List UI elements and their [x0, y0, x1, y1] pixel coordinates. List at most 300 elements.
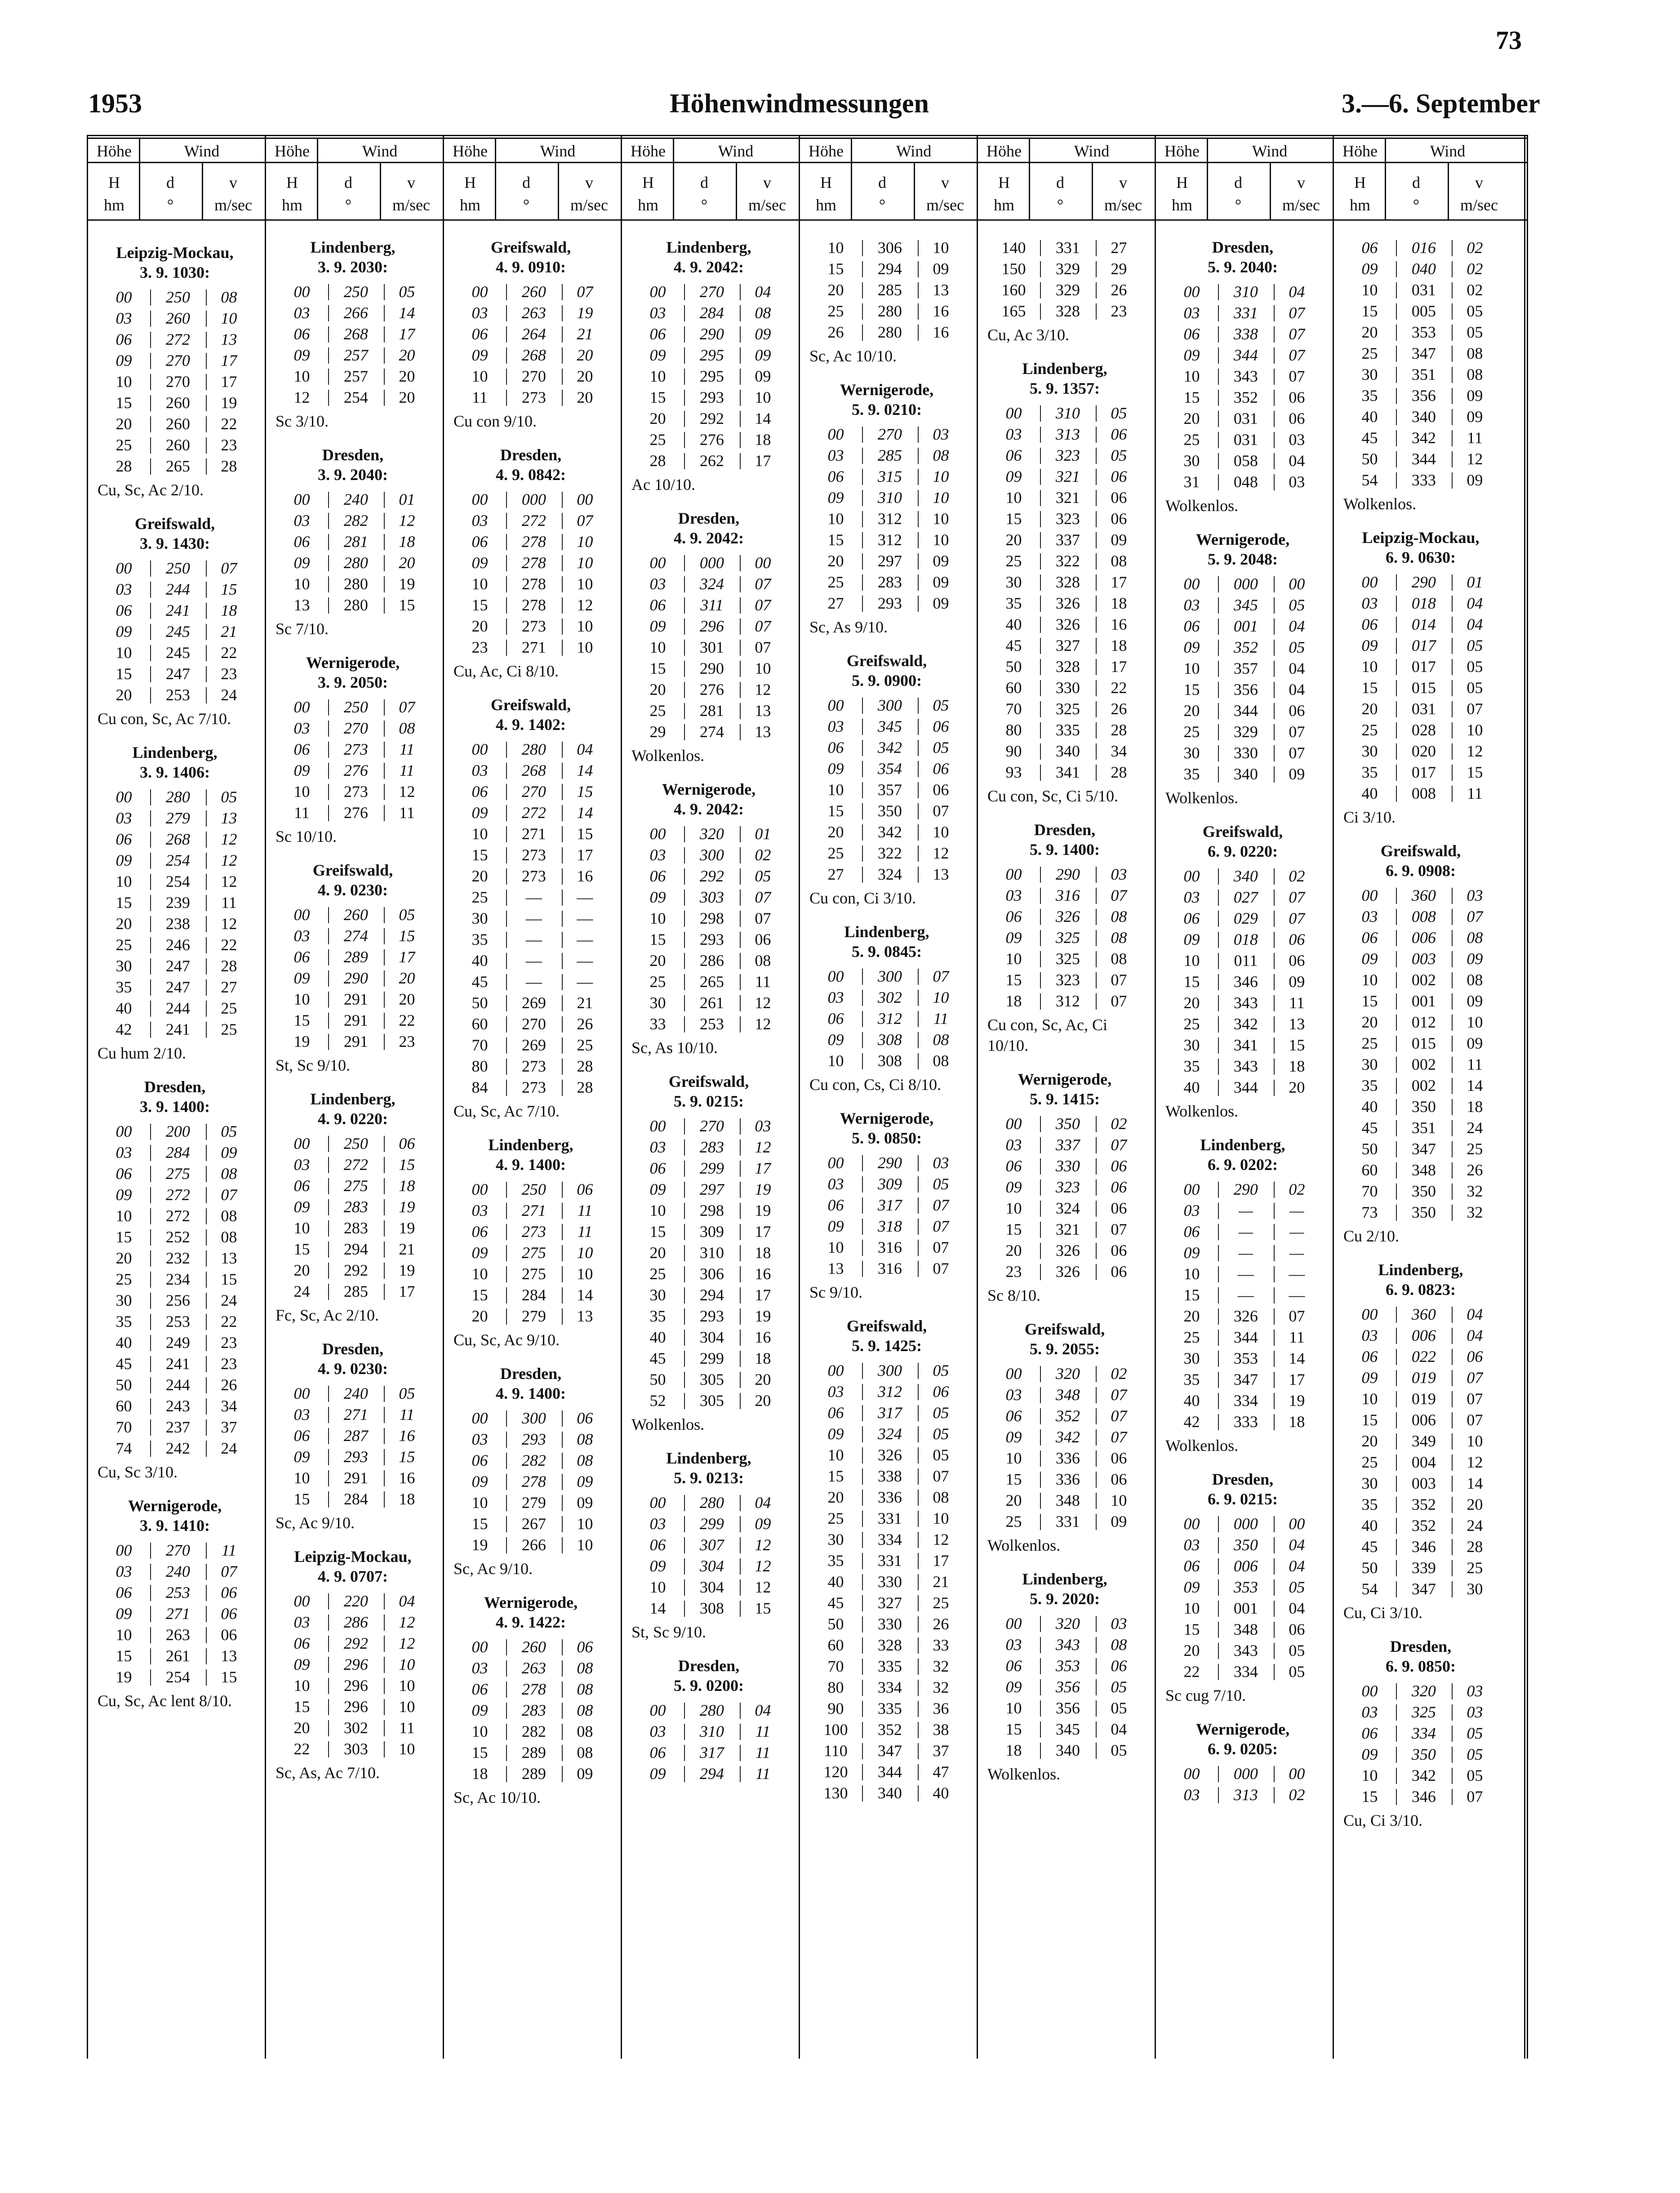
height-value: 06	[1005, 907, 1022, 925]
speed-value: 05	[1467, 679, 1483, 697]
table-row	[453, 1637, 608, 1658]
speed-value: 15	[1467, 763, 1483, 781]
direction-value: 329	[1055, 281, 1080, 299]
block-spacer	[987, 1784, 1142, 1798]
direction-value: 347	[1411, 1580, 1436, 1598]
cell-separator	[1396, 888, 1397, 904]
direction-value: 338	[877, 1467, 902, 1485]
cell-separator	[1040, 1137, 1041, 1153]
table-row	[987, 445, 1142, 466]
cell-separator	[1452, 367, 1453, 383]
cell-separator	[150, 1229, 151, 1246]
direction-value: 293	[877, 594, 902, 612]
speed-value: 12	[933, 1530, 949, 1548]
cell-separator	[206, 1250, 207, 1267]
cell-separator	[1218, 347, 1219, 364]
direction-value: 003	[1411, 950, 1436, 968]
direction-value: 247	[165, 957, 190, 975]
col-header-degree: °	[701, 196, 708, 214]
table-row	[1343, 1515, 1498, 1536]
station-date-time: 4. 9. 1400:	[496, 1384, 566, 1402]
col-header-hm: hm	[459, 196, 480, 214]
direction-value: 296	[343, 1698, 368, 1716]
direction-value: 272	[521, 804, 546, 822]
cell-separator	[684, 453, 685, 469]
cell-separator	[206, 832, 207, 848]
cell-separator	[1218, 932, 1219, 948]
table-row	[1343, 1786, 1498, 1807]
measurement-block	[631, 1072, 786, 1448]
cell-separator	[384, 992, 385, 1008]
height-value: 25	[1005, 1512, 1022, 1530]
direction-value: 308	[699, 1599, 724, 1617]
cell-separator	[506, 826, 507, 842]
cell-separator	[1274, 890, 1275, 906]
height-value: 09	[649, 346, 666, 364]
cell-separator	[384, 1615, 385, 1631]
cell-separator	[684, 1266, 685, 1282]
table-row	[1165, 1200, 1320, 1221]
direction-value: 271	[165, 1605, 190, 1623]
direction-value: 342	[1233, 1015, 1258, 1033]
direction-value: 317	[877, 1196, 902, 1214]
station-name: Lindenberg,	[666, 1449, 751, 1467]
height-value: 15	[649, 388, 666, 406]
cell-separator	[384, 742, 385, 758]
cell-separator	[1218, 1203, 1219, 1219]
direction-value: 278	[521, 575, 546, 593]
direction-value: 350	[1233, 1536, 1258, 1554]
height-value: 09	[649, 617, 666, 635]
cell-separator	[1218, 974, 1219, 990]
direction-value: —	[1238, 1201, 1253, 1219]
cell-separator	[1096, 1472, 1097, 1488]
table-row	[1343, 1012, 1498, 1033]
height-value: 10	[649, 638, 666, 656]
cell-separator	[562, 1287, 563, 1303]
height-value: 25	[116, 436, 132, 454]
height-value: 10	[1361, 658, 1378, 676]
cell-separator	[918, 261, 919, 277]
cell-separator	[684, 347, 685, 364]
height-value: 15	[1005, 510, 1022, 528]
cell-separator	[1040, 701, 1041, 717]
cell-separator	[862, 1743, 863, 1759]
speed-value: 03	[1467, 1682, 1483, 1700]
station-name: Dresden,	[500, 446, 562, 464]
table-row	[1165, 1535, 1320, 1556]
cell-separator	[1040, 1679, 1041, 1695]
speed-value: 09	[1467, 950, 1483, 968]
cell-separator	[740, 555, 741, 571]
col-header-d: d	[700, 173, 708, 191]
cell-separator	[506, 513, 507, 529]
block-spacer	[453, 1808, 608, 1821]
speed-value: 14	[577, 761, 593, 779]
height-value: 20	[649, 409, 666, 427]
height-value: 00	[1005, 1115, 1022, 1133]
direction-value: 269	[521, 994, 546, 1012]
direction-value: 279	[165, 809, 190, 827]
cell-separator	[384, 1678, 385, 1694]
table-row	[809, 1592, 964, 1614]
table-row	[1165, 1784, 1320, 1806]
direction-value: 257	[343, 367, 368, 385]
table-row	[98, 350, 252, 371]
table-row	[453, 1221, 608, 1242]
cell-separator	[328, 1615, 329, 1631]
measurement-block	[987, 1319, 1142, 1569]
cell-separator	[1396, 409, 1397, 425]
direction-value: 327	[877, 1594, 902, 1612]
direction-value: 040	[1411, 260, 1436, 278]
cell-separator	[328, 1136, 329, 1152]
height-value: 00	[1005, 1365, 1022, 1383]
measurement-block	[453, 445, 608, 695]
cell-separator	[206, 395, 207, 411]
cell-separator	[918, 1722, 919, 1738]
speed-value: 03	[1111, 1615, 1127, 1633]
cell-separator	[1274, 868, 1275, 885]
cell-separator	[206, 1543, 207, 1559]
direction-value: 015	[1411, 679, 1436, 697]
cell-separator	[1218, 1080, 1219, 1096]
block-spacer	[987, 1556, 1142, 1569]
speed-value: 00	[577, 490, 593, 508]
cell-separator	[918, 1490, 919, 1506]
cell-separator	[1096, 1700, 1097, 1717]
cell-separator	[506, 284, 507, 300]
cell-separator	[1452, 346, 1453, 362]
cell-separator	[740, 347, 741, 364]
cell-separator	[1096, 261, 1097, 277]
cloud-note: Wolkenlos.	[987, 1536, 1061, 1554]
height-value: 10	[1005, 1199, 1022, 1217]
height-value: 06	[1005, 446, 1022, 464]
speed-value: 07	[755, 575, 771, 593]
table-row	[1165, 1077, 1320, 1098]
speed-value: —	[577, 973, 593, 991]
direction-value: 015	[1411, 1034, 1436, 1052]
table-row	[1343, 635, 1498, 656]
direction-value: 029	[1233, 909, 1258, 927]
speed-value: 13	[1289, 1015, 1305, 1033]
height-value: 165	[1001, 302, 1026, 320]
table-row	[631, 1221, 786, 1242]
table-row	[631, 450, 786, 472]
direction-value: 286	[699, 952, 724, 970]
table-row	[987, 529, 1142, 551]
cell-separator	[1096, 1387, 1097, 1403]
direction-value: 321	[1055, 1220, 1080, 1238]
speed-value: 06	[1111, 1470, 1127, 1488]
height-value: 30	[827, 1530, 844, 1548]
direction-value: 325	[1055, 929, 1080, 947]
direction-value: 346	[1411, 1538, 1436, 1556]
height-value: 28	[649, 452, 666, 470]
cell-separator	[506, 974, 507, 990]
table-row	[1165, 1369, 1320, 1390]
height-value: 30	[649, 1286, 666, 1304]
cell-separator	[684, 576, 685, 592]
table-row	[453, 489, 608, 510]
cell-separator	[562, 1203, 563, 1219]
cell-separator	[328, 992, 329, 1008]
table-row	[809, 508, 964, 529]
cell-separator	[1096, 1222, 1097, 1238]
cell-separator	[328, 721, 329, 737]
cloud-note: Sc 10/10.	[276, 827, 337, 845]
cell-separator	[206, 1229, 207, 1246]
speed-value: 16	[1111, 615, 1127, 633]
cell-separator	[150, 832, 151, 848]
cell-separator	[506, 1410, 507, 1427]
direction-value: 292	[343, 1634, 368, 1652]
direction-value: 240	[343, 1384, 368, 1402]
direction-value: 294	[699, 1765, 724, 1783]
direction-value: 303	[699, 888, 724, 906]
station-date-time: 5. 9. 0900:	[852, 672, 922, 689]
direction-value: 270	[165, 1541, 190, 1559]
measurement-block	[1165, 1135, 1320, 1469]
cell-separator	[1096, 511, 1097, 527]
table-row	[1165, 472, 1320, 493]
cell-separator	[1218, 1414, 1219, 1430]
speed-value: 22	[1111, 679, 1127, 697]
direction-value: 320	[1411, 1682, 1436, 1700]
height-value: 10	[649, 1578, 666, 1596]
cloud-note: Wolkenlos.	[1165, 497, 1239, 515]
table-row	[276, 366, 430, 387]
table-row	[809, 280, 964, 301]
height-value: 80	[1005, 721, 1022, 739]
speed-value: 17	[399, 948, 415, 966]
table-row	[809, 758, 964, 779]
block-spacer	[1165, 1456, 1320, 1469]
height-value: 45	[1361, 1538, 1378, 1556]
table-row	[631, 637, 786, 658]
height-value: 09	[649, 888, 666, 906]
column-divider	[1155, 135, 1156, 2059]
cell-separator	[1452, 303, 1453, 320]
table-row	[1343, 1325, 1498, 1346]
speed-value: 25	[933, 1594, 949, 1612]
height-value: 09	[293, 554, 310, 572]
height-value: 20	[116, 415, 132, 433]
measurement-block	[987, 1569, 1142, 1798]
table-row	[98, 1375, 252, 1396]
height-value: 60	[471, 1015, 488, 1033]
table-row	[1165, 1598, 1320, 1619]
height-value: 15	[293, 1011, 310, 1029]
height-value: 03	[471, 304, 488, 322]
table-row	[631, 971, 786, 992]
station-date-time: 5. 9. 0200:	[674, 1677, 744, 1695]
direction-value: 348	[1233, 1620, 1258, 1638]
cell-separator	[506, 390, 507, 406]
speed-value: 12	[399, 512, 415, 529]
table-row	[1343, 427, 1498, 449]
cell-separator	[384, 1720, 385, 1736]
direction-value: 271	[521, 638, 546, 656]
cloud-note: Cu con, Sc, Ac 7/10.	[98, 710, 231, 728]
speed-value: 05	[1467, 1745, 1483, 1763]
speed-value: 12	[399, 1613, 415, 1631]
speed-value: 11	[755, 1722, 771, 1740]
height-value: 10	[1361, 1390, 1378, 1408]
table-row	[453, 1471, 608, 1492]
direction-value: 282	[343, 512, 368, 529]
table-row	[987, 593, 1142, 614]
table-row	[631, 1014, 786, 1035]
cell-separator	[740, 1745, 741, 1761]
speed-value: 10	[755, 388, 771, 406]
cell-separator	[918, 824, 919, 841]
station-name: Dresden,	[1034, 821, 1096, 839]
col-header-hoehe: Höhe	[809, 142, 844, 160]
cell-separator	[562, 576, 563, 592]
cell-separator	[384, 326, 385, 343]
cell-separator	[562, 911, 563, 927]
cell-separator	[1096, 701, 1097, 717]
speed-value: 18	[399, 1177, 415, 1195]
direction-value: 345	[877, 717, 902, 735]
speed-value: 22	[221, 936, 237, 954]
cell-separator	[862, 1032, 863, 1048]
station-date-time: 6. 9. 0205:	[1208, 1740, 1278, 1758]
direction-value: 335	[1055, 721, 1080, 739]
direction-value: 265	[699, 973, 724, 991]
cell-separator	[328, 284, 329, 300]
cell-separator	[1040, 1493, 1041, 1509]
cell-separator	[1396, 1412, 1397, 1428]
col-header-hm: hm	[103, 196, 124, 214]
cell-separator	[1040, 1158, 1041, 1174]
speed-value: 06	[1111, 1178, 1127, 1196]
height-value: 00	[116, 788, 132, 806]
cell-separator	[1452, 638, 1453, 654]
col-header-v: v	[229, 173, 237, 191]
table-row	[276, 1717, 430, 1739]
direction-value: 327	[1055, 636, 1080, 654]
direction-value: 000	[1233, 1515, 1258, 1533]
speed-value: 23	[221, 1355, 237, 1373]
cell-separator	[1396, 1497, 1397, 1513]
speed-value: 06	[577, 1638, 593, 1656]
height-value: 10	[1005, 1699, 1022, 1717]
col-header-hm: hm	[815, 196, 836, 214]
table-row	[987, 1677, 1142, 1698]
speed-value: 21	[399, 1240, 415, 1258]
speed-value: 20	[577, 367, 593, 385]
station-name: Greifswald,	[846, 1317, 927, 1335]
table-row	[98, 1396, 252, 1417]
station-name: Dresden,	[678, 509, 740, 527]
speed-value: 15	[221, 580, 237, 598]
cell-separator	[862, 1574, 863, 1590]
table-row	[809, 424, 964, 445]
direction-value: 294	[877, 260, 902, 278]
height-value: 06	[293, 740, 310, 758]
cell-separator	[506, 1639, 507, 1655]
table-row	[987, 1261, 1142, 1282]
station-date-time: 5. 9. 0210:	[852, 400, 922, 418]
cell-separator	[862, 1155, 863, 1171]
table-row	[276, 739, 430, 760]
height-value: 09	[293, 969, 310, 987]
height-value: 20	[471, 1307, 488, 1325]
table-row	[1343, 720, 1498, 741]
cell-separator	[206, 1669, 207, 1686]
direction-value: —	[525, 973, 542, 991]
speed-value: 06	[1289, 930, 1305, 948]
height-value: 27	[827, 594, 844, 612]
cell-separator	[1040, 511, 1041, 527]
cell-separator	[684, 1182, 685, 1198]
height-value: 06	[649, 1744, 666, 1762]
table-row	[1165, 345, 1320, 366]
speed-value: 22	[221, 644, 237, 662]
table-row	[1343, 1202, 1498, 1223]
table-row	[276, 1239, 430, 1260]
direction-value: 360	[1411, 886, 1436, 904]
height-value: 06	[1183, 909, 1200, 927]
cloud-note: Wolkenlos.	[631, 1415, 705, 1433]
table-row	[98, 1205, 252, 1227]
direction-value: 268	[521, 346, 546, 364]
height-value: 00	[116, 288, 132, 306]
cell-separator	[862, 1680, 863, 1696]
direction-value: 241	[165, 1020, 190, 1038]
height-value: 09	[116, 1605, 132, 1623]
cell-separator	[862, 240, 863, 256]
speed-value: 18	[1289, 1057, 1305, 1075]
cell-separator	[328, 928, 329, 944]
cell-separator	[1396, 1704, 1397, 1721]
direction-value: 278	[521, 554, 546, 572]
cloud-note: Wolkenlos.	[1165, 1102, 1239, 1120]
direction-value: 347	[1411, 1140, 1436, 1158]
table-row	[98, 977, 252, 998]
height-value: 10	[1005, 489, 1022, 507]
block-spacer	[453, 1121, 608, 1135]
height-value: 15	[471, 1286, 488, 1304]
direction-value: 331	[1055, 239, 1080, 257]
cell-separator	[1274, 284, 1275, 300]
cell-separator	[384, 513, 385, 529]
speed-value: 05	[1467, 1766, 1483, 1784]
col-header-hoehe: Höhe	[987, 142, 1022, 160]
table-row	[987, 1740, 1142, 1761]
table-row	[631, 574, 786, 595]
speed-value: 26	[1111, 700, 1127, 718]
height-value: 50	[649, 1370, 666, 1388]
speed-value: 10	[1467, 1432, 1483, 1450]
cell-separator	[328, 534, 329, 550]
height-value: 93	[1005, 763, 1022, 781]
cell-separator	[328, 576, 329, 592]
height-value: 00	[827, 967, 844, 985]
table-row	[453, 552, 608, 574]
direction-value: 247	[165, 978, 190, 996]
station-name: Greifswald,	[1380, 842, 1461, 860]
direction-value: 324	[877, 1425, 902, 1443]
cloud-note: Sc, Ac 9/10.	[276, 1514, 355, 1532]
height-value: 15	[116, 894, 132, 912]
cell-separator	[506, 347, 507, 364]
cell-separator	[740, 576, 741, 592]
speed-value: 23	[221, 436, 237, 454]
